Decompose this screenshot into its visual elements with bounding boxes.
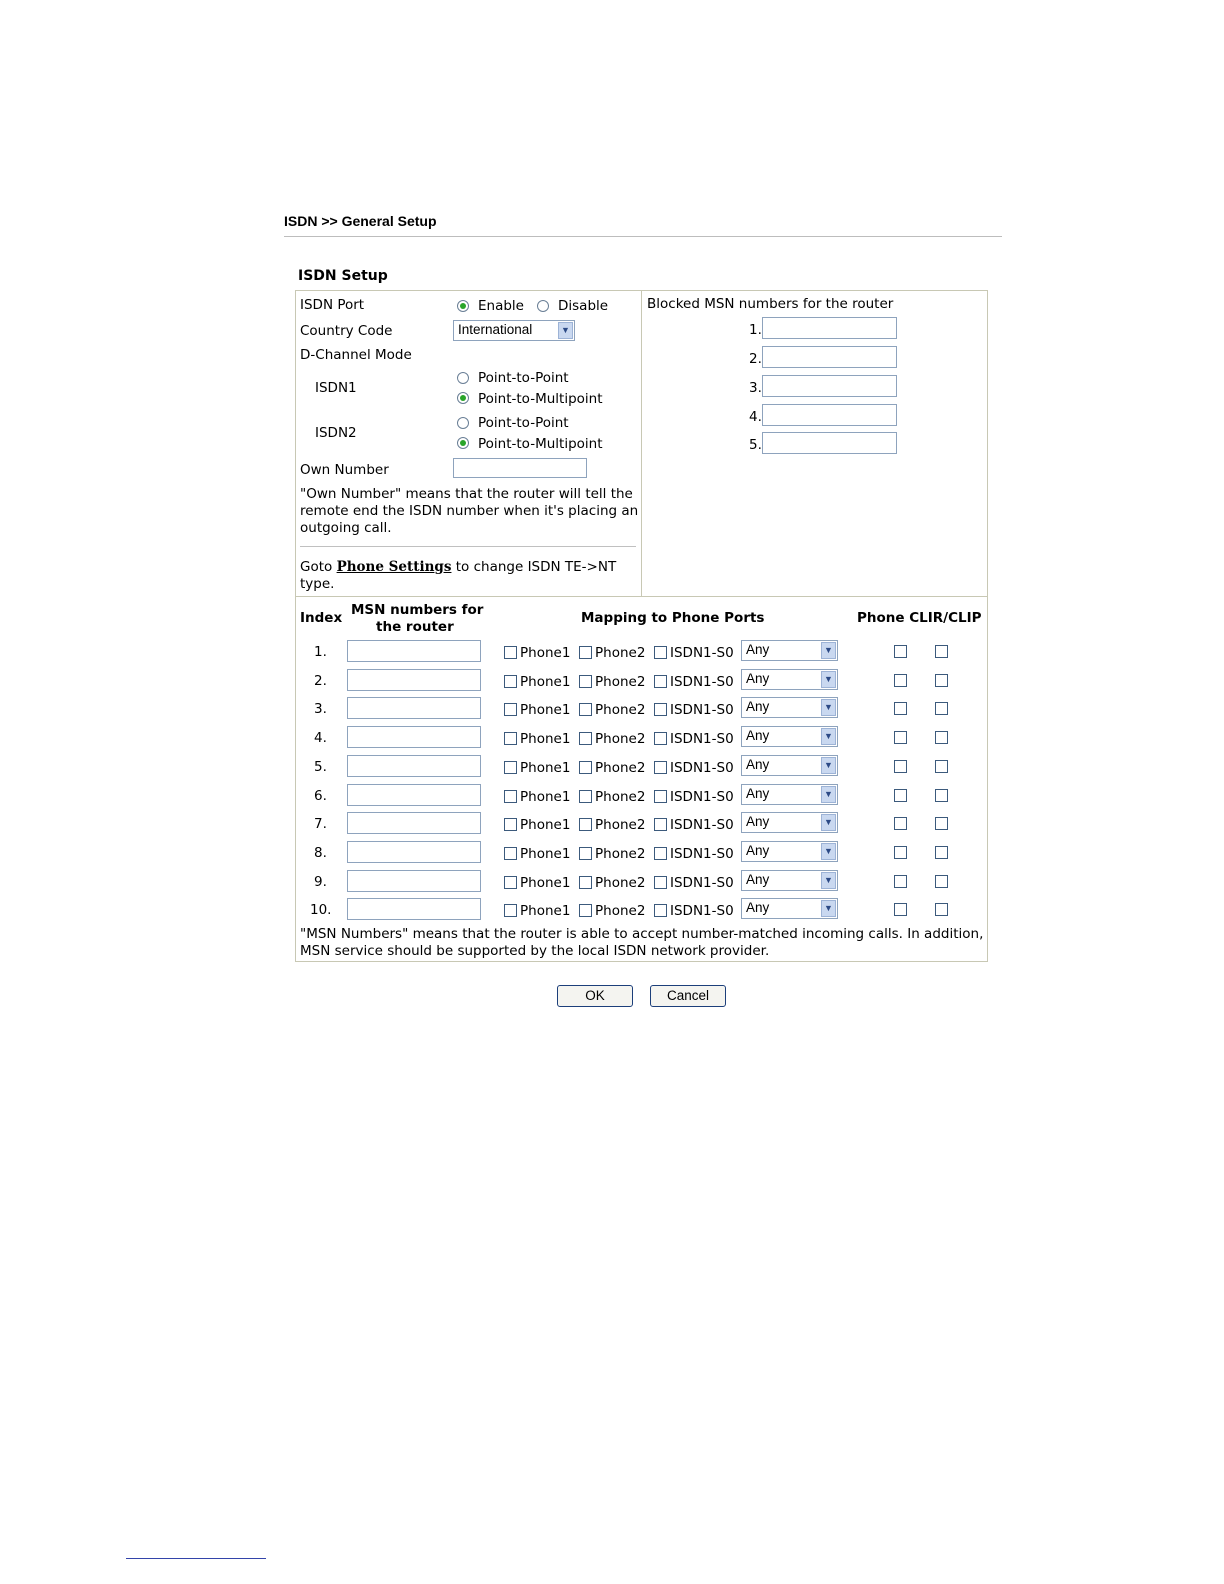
panel-column-divider: [641, 290, 642, 596]
port-checkbox-phone1[interactable]: [504, 790, 517, 803]
isdn2-ptmp-label: Point-to-Multipoint: [478, 436, 603, 452]
isdn-port-disable-radio[interactable]: [537, 300, 549, 312]
port-checkbox-isdn1-s0[interactable]: [654, 876, 667, 889]
blocked-index: 3.: [749, 380, 762, 396]
clir-checkbox[interactable]: [894, 645, 907, 658]
port-checkbox-isdn1-s0[interactable]: [654, 732, 667, 745]
port-checkbox-phone1[interactable]: [504, 876, 517, 889]
port-checkbox-isdn1-s0[interactable]: [654, 761, 667, 774]
msn-port-select-value: Any: [746, 843, 770, 858]
msn-row-index: 10.: [310, 902, 332, 918]
port-checkbox-phone1[interactable]: [504, 761, 517, 774]
port-checkbox-isdn1-s0[interactable]: [654, 675, 667, 688]
port-label: Phone1: [520, 760, 571, 776]
port-checkbox-phone1[interactable]: [504, 904, 517, 917]
blocked-msn-label: Blocked MSN numbers for the router: [647, 296, 894, 312]
msn-number-input[interactable]: [347, 812, 481, 834]
port-checkbox-phone2[interactable]: [579, 761, 592, 774]
isdn2-ptmp-radio[interactable]: [457, 437, 469, 449]
d-channel-mode-label: D-Channel Mode: [300, 347, 412, 363]
chevron-down-icon: ▼: [821, 728, 836, 745]
port-checkbox-phone2[interactable]: [579, 847, 592, 860]
port-checkbox-isdn1-s0[interactable]: [654, 847, 667, 860]
footnote-rule: [126, 1558, 266, 1559]
port-label: Phone1: [520, 731, 571, 747]
port-checkbox-phone2[interactable]: [579, 703, 592, 716]
blocked-index: 1.: [749, 322, 762, 338]
header-mapping: Mapping to Phone Ports: [581, 610, 765, 626]
chevron-down-icon: ▼: [821, 814, 836, 831]
port-checkbox-phone1[interactable]: [504, 732, 517, 745]
port-label: ISDN1-S0: [670, 702, 734, 718]
msn-port-select[interactable]: [741, 870, 838, 891]
clir-checkbox[interactable]: [894, 674, 907, 687]
isdn-port-enable-radio[interactable]: [457, 300, 469, 312]
port-checkbox-phone1[interactable]: [504, 646, 517, 659]
port-checkbox-phone2[interactable]: [579, 646, 592, 659]
port-checkbox-isdn1-s0[interactable]: [654, 904, 667, 917]
clip-checkbox[interactable]: [935, 645, 948, 658]
header-clir-clip: Phone CLIR/CLIP: [857, 610, 982, 626]
port-label: Phone1: [520, 903, 571, 919]
port-label: Phone1: [520, 846, 571, 862]
blocked-index: 2.: [749, 351, 762, 367]
msn-port-select-value: Any: [746, 728, 770, 743]
isdn1-ptmp-radio[interactable]: [457, 392, 469, 404]
port-label: ISDN1-S0: [670, 731, 734, 747]
port-checkbox-phone2[interactable]: [579, 904, 592, 917]
blocked-msn-input[interactable]: [762, 317, 897, 339]
chevron-down-icon: ▼: [821, 642, 836, 659]
port-label: Phone1: [520, 702, 571, 718]
chevron-down-icon: ▼: [558, 322, 573, 339]
own-number-label: Own Number: [300, 462, 389, 478]
breadcrumb-divider: [284, 236, 1002, 237]
cancel-button[interactable]: Cancel: [650, 985, 726, 1007]
section-title: ISDN Setup: [298, 268, 388, 284]
port-label: ISDN1-S0: [670, 760, 734, 776]
msn-port-select-value: Any: [746, 699, 770, 714]
port-checkbox-isdn1-s0[interactable]: [654, 703, 667, 716]
msn-number-input[interactable]: [347, 640, 481, 662]
msn-row-index: 8.: [314, 845, 327, 861]
port-label: ISDN1-S0: [670, 903, 734, 919]
msn-port-select[interactable]: [741, 841, 838, 862]
port-label: Phone2: [595, 645, 646, 661]
goto-text: [300, 559, 616, 575]
own-number-note-line3: outgoing call.: [300, 520, 392, 536]
isdn-port-disable-label: Disable: [558, 298, 609, 314]
isdn1-ptmp-label: Point-to-Multipoint: [478, 391, 603, 407]
msn-port-select[interactable]: [741, 640, 838, 661]
isdn2-label: ISDN2: [315, 425, 357, 441]
clip-checkbox[interactable]: [935, 817, 948, 830]
country-code-label: Country Code: [300, 323, 393, 339]
port-checkbox-phone2[interactable]: [579, 876, 592, 889]
own-number-note-line1: "Own Number" means that the router will tell the: [300, 486, 633, 502]
msn-port-select[interactable]: [741, 697, 838, 718]
msn-row-index: 5.: [314, 759, 327, 775]
clir-checkbox[interactable]: [894, 731, 907, 744]
port-label: ISDN1-S0: [670, 817, 734, 833]
clir-checkbox[interactable]: [894, 903, 907, 916]
port-label: Phone1: [520, 875, 571, 891]
port-checkbox-phone1[interactable]: [504, 818, 517, 831]
msn-port-select-value: Any: [746, 757, 770, 772]
own-number-input[interactable]: [453, 458, 587, 478]
msn-port-select-value: Any: [746, 900, 770, 915]
port-label: ISDN1-S0: [670, 846, 734, 862]
country-code-select[interactable]: [453, 320, 575, 341]
port-label: Phone2: [595, 674, 646, 690]
own-number-note-line2: remote end the ISDN number when it's placing an: [300, 503, 639, 519]
port-label: Phone1: [520, 789, 571, 805]
msn-number-input[interactable]: [347, 784, 481, 806]
port-checkbox-isdn1-s0[interactable]: [654, 646, 667, 659]
port-checkbox-phone2[interactable]: [579, 732, 592, 745]
isdn1-ptp-label: Point-to-Point: [478, 370, 569, 386]
blocked-index: 4.: [749, 409, 762, 425]
msn-number-input[interactable]: [347, 841, 481, 863]
clip-checkbox[interactable]: [935, 702, 948, 715]
port-checkbox-isdn1-s0[interactable]: [654, 818, 667, 831]
port-label: Phone1: [520, 645, 571, 661]
port-checkbox-phone1[interactable]: [504, 703, 517, 716]
chevron-down-icon: ▼: [821, 900, 836, 917]
port-label: ISDN1-S0: [670, 875, 734, 891]
msn-port-select-value: Any: [746, 786, 770, 801]
clip-checkbox[interactable]: [935, 846, 948, 859]
header-msn-line1: MSN numbers for: [351, 602, 484, 618]
chevron-down-icon: ▼: [821, 757, 836, 774]
goto-suffix: to change ISDN TE->NT: [455, 559, 617, 575]
note-divider: [300, 546, 636, 547]
port-label: Phone2: [595, 702, 646, 718]
isdn-port-enable-label: Enable: [478, 298, 524, 314]
port-label: Phone1: [520, 674, 571, 690]
clip-checkbox[interactable]: [935, 760, 948, 773]
msn-port-select[interactable]: [741, 755, 838, 776]
msn-port-select[interactable]: [741, 784, 838, 805]
port-label: ISDN1-S0: [670, 789, 734, 805]
msn-number-input[interactable]: [347, 898, 481, 920]
goto-suffix-line2: type.: [300, 576, 335, 592]
clir-checkbox[interactable]: [894, 702, 907, 715]
blocked-msn-input[interactable]: [762, 375, 897, 397]
msn-row-index: 9.: [314, 874, 327, 890]
msn-note-line1: "MSN Numbers" means that the router is able to accept number-matched incoming calls. In addition,: [300, 926, 984, 942]
blocked-msn-input[interactable]: [762, 346, 897, 368]
clip-checkbox[interactable]: [935, 875, 948, 888]
header-msn-line2: the router: [376, 619, 454, 635]
msn-note-line2: MSN service should be supported by the local ISDN network provider.: [300, 943, 770, 959]
port-label: Phone2: [595, 846, 646, 862]
blocked-msn-input[interactable]: [762, 432, 897, 454]
isdn2-ptp-radio[interactable]: [457, 417, 469, 429]
port-checkbox-phone2[interactable]: [579, 675, 592, 688]
port-checkbox-phone2[interactable]: [579, 818, 592, 831]
port-label: Phone2: [595, 789, 646, 805]
msn-number-input[interactable]: [347, 697, 481, 719]
msn-port-select-value: Any: [746, 671, 770, 686]
port-label: Phone2: [595, 817, 646, 833]
port-checkbox-phone1[interactable]: [504, 847, 517, 860]
clir-checkbox[interactable]: [894, 789, 907, 802]
country-code-value: International: [458, 322, 533, 337]
msn-number-input[interactable]: [347, 755, 481, 777]
blocked-msn-input[interactable]: [762, 404, 897, 426]
msn-row-index: 2.: [314, 673, 327, 689]
clip-checkbox[interactable]: [935, 789, 948, 802]
msn-number-input[interactable]: [347, 669, 481, 691]
port-label: ISDN1-S0: [670, 674, 734, 690]
clir-checkbox[interactable]: [894, 846, 907, 859]
chevron-down-icon: ▼: [821, 671, 836, 688]
clip-checkbox[interactable]: [935, 674, 948, 687]
isdn1-ptp-radio[interactable]: [457, 372, 469, 384]
msn-port-select[interactable]: [741, 898, 838, 919]
chevron-down-icon: ▼: [821, 699, 836, 716]
chevron-down-icon: ▼: [821, 872, 836, 889]
port-label: Phone2: [595, 731, 646, 747]
phone-settings-link[interactable]: Phone Settings: [336, 559, 452, 575]
chevron-down-icon: ▼: [821, 786, 836, 803]
ok-button[interactable]: OK: [557, 985, 633, 1007]
blocked-index: 5.: [749, 437, 762, 453]
msn-row-index: 3.: [314, 701, 327, 717]
msn-port-select-value: Any: [746, 872, 770, 887]
port-checkbox-isdn1-s0[interactable]: [654, 790, 667, 803]
clir-checkbox[interactable]: [894, 760, 907, 773]
msn-number-input[interactable]: [347, 870, 481, 892]
clip-checkbox[interactable]: [935, 903, 948, 916]
msn-port-select-value: Any: [746, 814, 770, 829]
port-label: Phone2: [595, 760, 646, 776]
msn-port-select-value: Any: [746, 642, 770, 657]
port-label: Phone2: [595, 875, 646, 891]
panel-row-divider: [295, 596, 988, 597]
header-index: Index: [300, 610, 343, 626]
isdn2-ptp-label: Point-to-Point: [478, 415, 569, 431]
isdn1-label: ISDN1: [315, 380, 357, 396]
port-label: ISDN1-S0: [670, 645, 734, 661]
msn-number-input[interactable]: [347, 726, 481, 748]
msn-port-select[interactable]: [741, 726, 838, 747]
msn-row-index: 1.: [314, 644, 327, 660]
isdn-port-label: ISDN Port: [300, 297, 365, 313]
clir-checkbox[interactable]: [894, 875, 907, 888]
msn-row-index: 6.: [314, 788, 327, 804]
clir-checkbox[interactable]: [894, 817, 907, 830]
msn-port-select[interactable]: [741, 669, 838, 690]
msn-row-index: 7.: [314, 816, 327, 832]
clip-checkbox[interactable]: [935, 731, 948, 744]
msn-port-select[interactable]: [741, 812, 838, 833]
port-label: Phone1: [520, 817, 571, 833]
msn-row-index: 4.: [314, 730, 327, 746]
port-checkbox-phone2[interactable]: [579, 790, 592, 803]
port-label: Phone2: [595, 903, 646, 919]
chevron-down-icon: ▼: [821, 843, 836, 860]
port-checkbox-phone1[interactable]: [504, 675, 517, 688]
breadcrumb: ISDN >> General Setup: [284, 213, 437, 229]
goto-prefix: Goto: [300, 559, 333, 575]
